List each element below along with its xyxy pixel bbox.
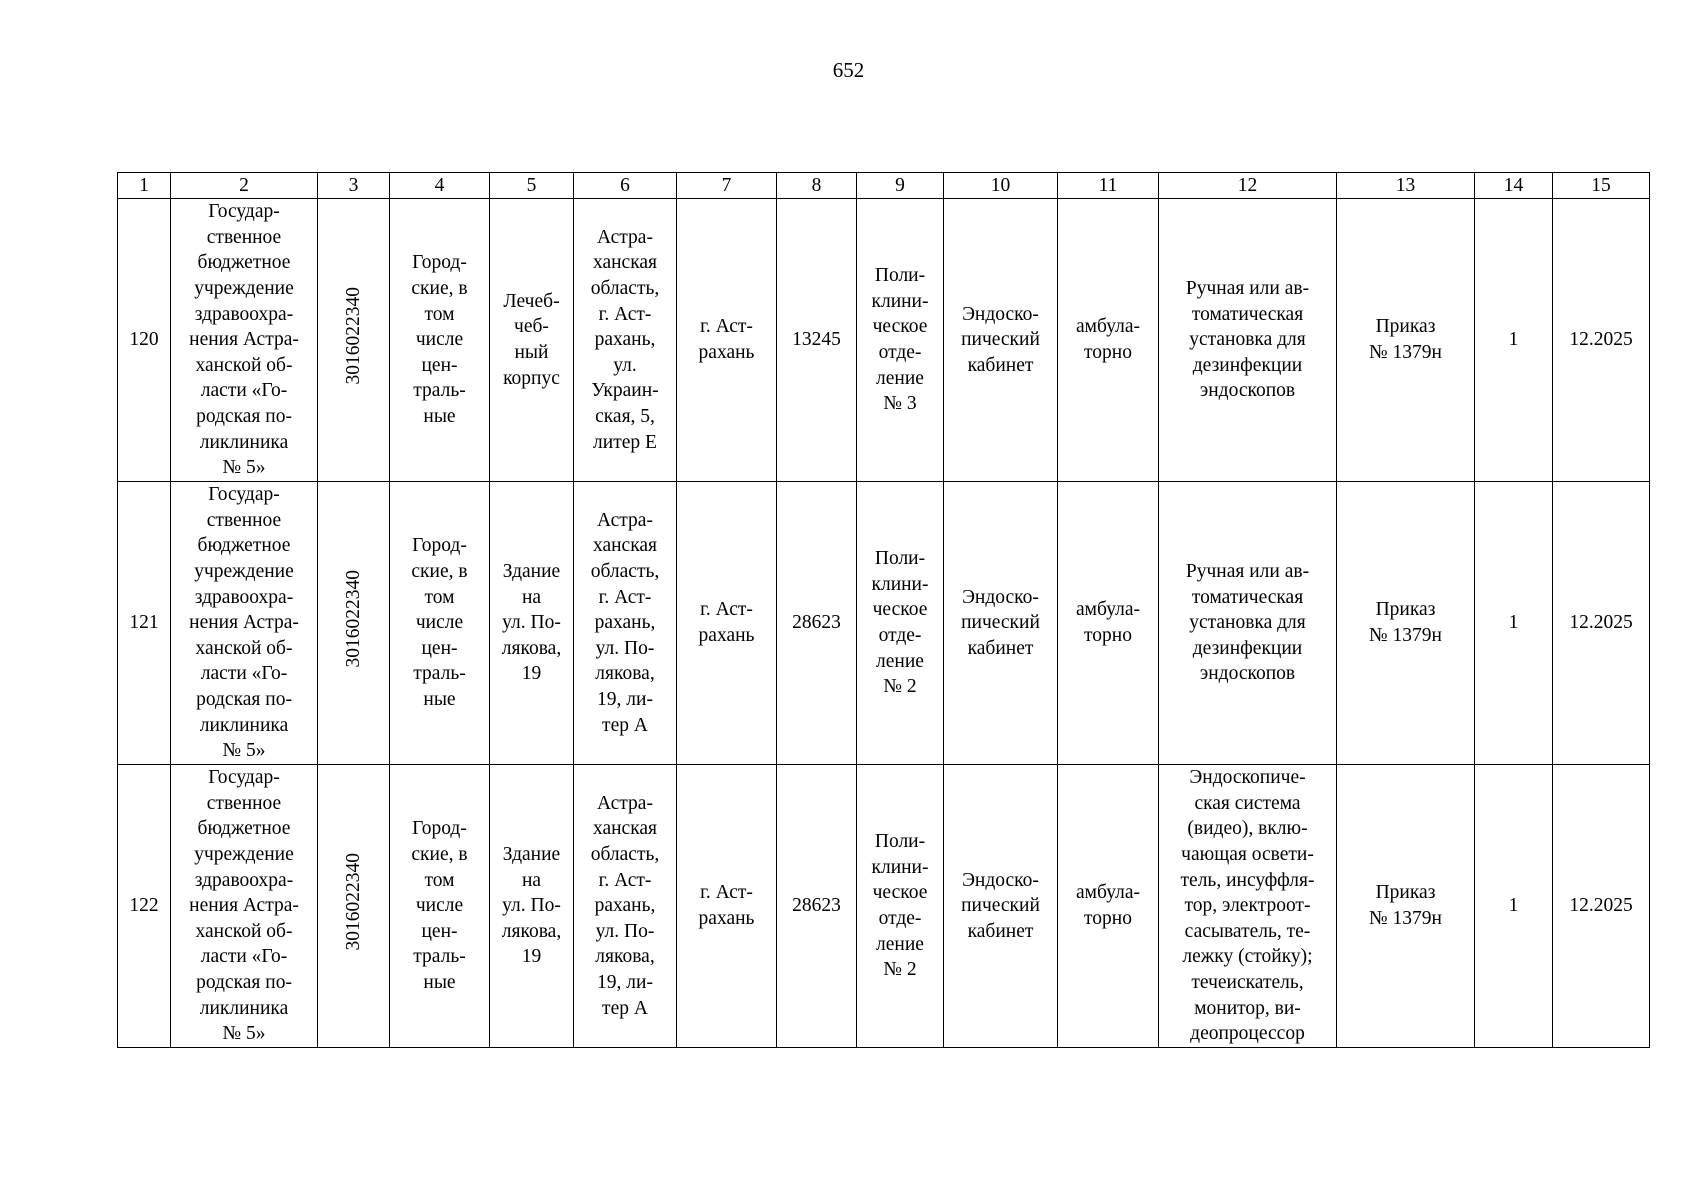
building-cell: Здание на ул. По- лякова, 19 <box>490 482 574 765</box>
inn-cell <box>318 199 390 482</box>
settlement-type-cell: Город- ские, в том числе цен- траль- ные <box>390 199 490 482</box>
row-number-cell: 122 <box>118 765 171 1048</box>
table-row <box>118 482 1650 765</box>
organization-name-cell: Государ- ственное бюджетное учреждение здравоохра- нения Астра- ханской об- ласти «Го- родская по- ликлиника № 5» <box>171 765 318 1048</box>
row-number-cell: 121 <box>118 482 171 765</box>
care-form-cell: амбула- торно <box>1058 765 1159 1048</box>
city-cell: г. Аст- рахань <box>677 199 777 482</box>
city-cell: г. Аст- рахань <box>677 482 777 765</box>
building-cell: Лечеб- чеб- ный корпус <box>490 199 574 482</box>
date-cell: 12.2025 <box>1553 765 1650 1048</box>
column-number: 5 <box>490 173 574 199</box>
column-number: 13 <box>1337 173 1475 199</box>
cabinet-cell: Эндоско- пический кабинет <box>944 765 1058 1048</box>
row-number-cell: 120 <box>118 199 171 482</box>
column-number: 11 <box>1058 173 1159 199</box>
department-cell: Поли- клини- ческое отде- ление № 2 <box>857 482 944 765</box>
order-cell: Приказ № 1379н <box>1337 482 1475 765</box>
column-number: 2 <box>171 173 318 199</box>
column-number: 8 <box>777 173 857 199</box>
cabinet-cell: Эндоско- пический кабинет <box>944 199 1058 482</box>
code-cell: 13245 <box>777 199 857 482</box>
page-number: 652 <box>832 58 865 82</box>
column-number: 1 <box>118 173 171 199</box>
column-number: 12 <box>1159 173 1337 199</box>
column-number: 9 <box>857 173 944 199</box>
address-cell: Астра- ханская область, г. Аст- рахань, ул. По- лякова, 19, ли- тер А <box>574 765 677 1048</box>
inn-cell <box>318 765 390 1048</box>
care-form-cell: амбула- торно <box>1058 482 1159 765</box>
department-cell: Поли- клини- ческое отде- ление № 2 <box>857 765 944 1048</box>
column-number: 7 <box>677 173 777 199</box>
quantity-cell: 1 <box>1475 199 1553 482</box>
department-cell: Поли- клини- ческое отде- ление № 3 <box>857 199 944 482</box>
code-cell: 28623 <box>777 482 857 765</box>
address-cell: Астра- ханская область, г. Аст- рахань, ул. По- лякова, 19, ли- тер А <box>574 482 677 765</box>
column-number: 14 <box>1475 173 1553 199</box>
address-cell: Астра- ханская область, г. Аст- рахань, ул. Украин- ская, 5, литер Е <box>574 199 677 482</box>
cabinet-cell: Эндоско- пический кабинет <box>944 482 1058 765</box>
order-cell: Приказ № 1379н <box>1337 199 1475 482</box>
equipment-cell: Ручная или ав- томатическая установка для дезинфекции эндоскопов <box>1159 199 1337 482</box>
table-row <box>118 765 1650 1048</box>
column-number-row <box>118 173 1650 199</box>
column-number: 4 <box>390 173 490 199</box>
inn-text: 3016022340 <box>342 570 364 668</box>
column-number: 10 <box>944 173 1058 199</box>
inn-cell <box>318 482 390 765</box>
quantity-cell: 1 <box>1475 482 1553 765</box>
code-cell: 28623 <box>777 765 857 1048</box>
table-row <box>118 199 1650 482</box>
organization-name-cell: Государ- ственное бюджетное учреждение здравоохра- нения Астра- ханской об- ласти «Го- родская по- ликлиника № 5» <box>171 199 318 482</box>
settlement-type-cell: Город- ские, в том числе цен- траль- ные <box>390 482 490 765</box>
column-number: 6 <box>574 173 677 199</box>
order-cell: Приказ № 1379н <box>1337 765 1475 1048</box>
inn-text: 3016022340 <box>342 853 364 951</box>
equipment-table <box>117 172 1650 1048</box>
city-cell: г. Аст- рахань <box>677 765 777 1048</box>
equipment-cell: Эндоскопиче- ская система (видео), вклю- чающая освети- тель, инсуффля- тор, электроот- сасыватель, те- лежку (стойку); течеискатель, монитор, ви- деопроцессор <box>1159 765 1337 1048</box>
equipment-cell: Ручная или ав- томатическая установка для дезинфекции эндоскопов <box>1159 482 1337 765</box>
quantity-cell: 1 <box>1475 765 1553 1048</box>
organization-name-cell: Государ- ственное бюджетное учреждение здравоохра- нения Астра- ханской об- ласти «Го- родская по- ликлиника № 5» <box>171 482 318 765</box>
settlement-type-cell: Город- ские, в том числе цен- траль- ные <box>390 765 490 1048</box>
care-form-cell: амбула- торно <box>1058 199 1159 482</box>
date-cell: 12.2025 <box>1553 199 1650 482</box>
column-number: 15 <box>1553 173 1650 199</box>
inn-text: 3016022340 <box>342 287 364 385</box>
building-cell: Здание на ул. По- лякова, 19 <box>490 765 574 1048</box>
date-cell: 12.2025 <box>1553 482 1650 765</box>
column-number: 3 <box>318 173 390 199</box>
